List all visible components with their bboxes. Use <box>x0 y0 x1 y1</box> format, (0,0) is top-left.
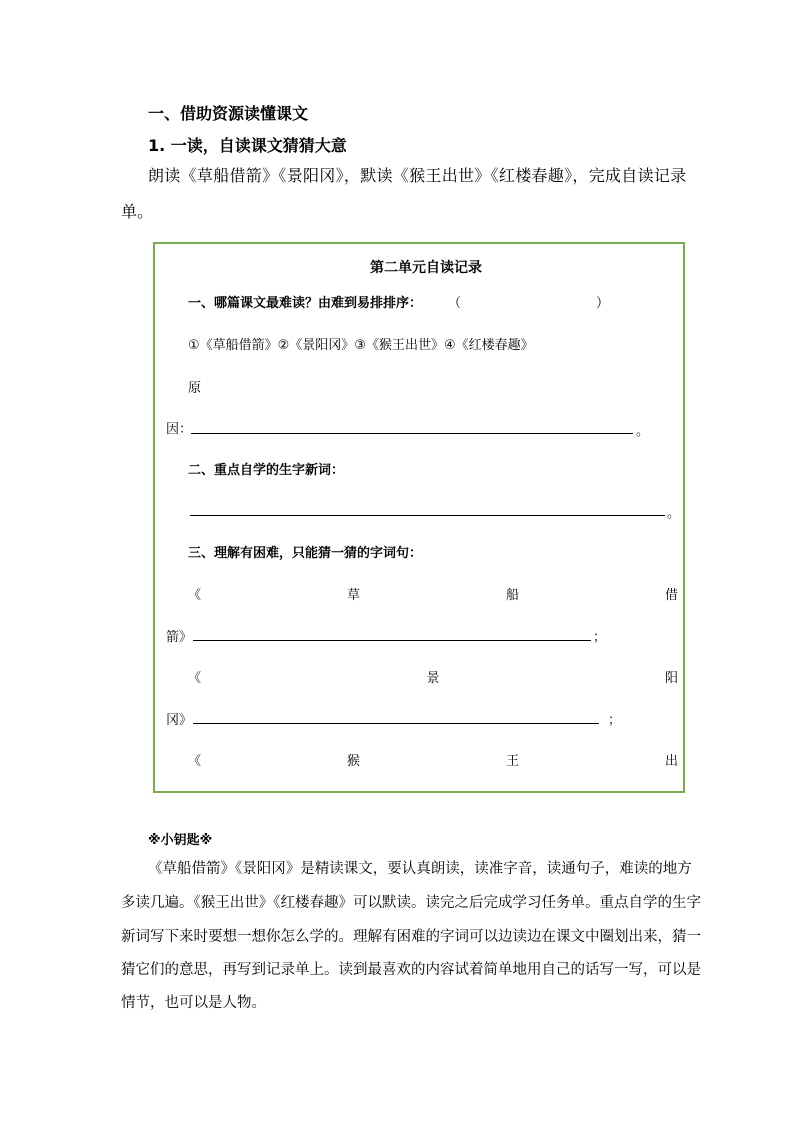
row-char: 阳 <box>664 671 678 686</box>
reason-label-part-2: 因： <box>166 422 193 437</box>
row-jingyanggang <box>188 667 678 686</box>
section-subheading: 1. 一读，自读课文猜猜大意 <box>148 136 347 155</box>
words-period: 。 <box>667 506 681 521</box>
row-char: 《 <box>188 754 202 769</box>
row1-semicolon: ； <box>593 630 607 645</box>
row-caochuanjiejian <box>188 584 678 603</box>
question-2: 二、重点自学的生字新词： <box>188 463 345 478</box>
row-char: 借 <box>664 588 678 603</box>
record-title: 第二单元自读记录 <box>370 260 482 276</box>
row2-semicolon: ； <box>608 713 622 728</box>
record-box <box>153 242 685 793</box>
question-1: 一、哪篇课文最难读？由难到易排排序： <box>188 296 423 311</box>
hint-paragraph-line: 《草船借箭》《景阳冈》是精读课文，要认真朗读，读准字音，读通句子，难读的地方 <box>148 861 692 877</box>
options-list: ①《草船借箭》②《景阳冈》③《猴王出世》④《红楼春趣》 <box>188 338 534 353</box>
hint-paragraph-line: 情节，也可以是人物。 <box>121 995 266 1011</box>
section-heading: 一、借助资源读懂课文 <box>148 104 309 123</box>
row-char: 王 <box>505 754 519 769</box>
hint-paragraph-line: 新词写下来时要想一想你怎么学的。理解有困难的字词可以边读边在课文中圈划出来，猜一 <box>121 929 701 945</box>
question-1-close-paren: ） <box>596 296 610 311</box>
intro-text-line-2: 单。 <box>121 202 154 221</box>
intro-text-line-1: 朗读《草船借箭》《景阳冈》，默读《猴王出世》《红楼春趣》，完成自读记录 <box>148 166 687 185</box>
jingyanggang-answer-line[interactable] <box>193 723 599 724</box>
question-1-open-paren: （ <box>448 296 462 311</box>
row-char: 猴 <box>346 754 360 769</box>
reason-label-part-1: 原 <box>188 381 202 396</box>
hint-paragraph-line: 多读几遍。《猴王出世》《红楼春趣》可以默读。读完之后完成学习任务单。重点自学的生字 <box>121 895 701 911</box>
hint-paragraph-line: 猜它们的意思，再写到记录单上。读到最喜欢的内容试着简单地用自己的话写一写，可以是 <box>121 962 701 978</box>
row-char: 草 <box>346 588 360 603</box>
reason-answer-line[interactable] <box>191 433 633 434</box>
row-char: 《 <box>188 671 202 686</box>
row-char: 景 <box>426 671 440 686</box>
row-char: 《 <box>188 588 202 603</box>
row-houwangchushi <box>188 750 678 769</box>
hint-title: ※小钥匙※ <box>148 833 213 848</box>
reason-period: 。 <box>636 424 650 439</box>
words-answer-line[interactable] <box>190 515 665 516</box>
question-3: 三、理解有困难，只能猜一猜的字词句： <box>188 546 423 561</box>
row-end-jian: 箭》 <box>166 630 193 645</box>
row-char: 出 <box>664 754 678 769</box>
caochuan-answer-line[interactable] <box>193 640 591 641</box>
row-end-gang: 冈》 <box>166 713 193 728</box>
row-char: 船 <box>505 588 519 603</box>
